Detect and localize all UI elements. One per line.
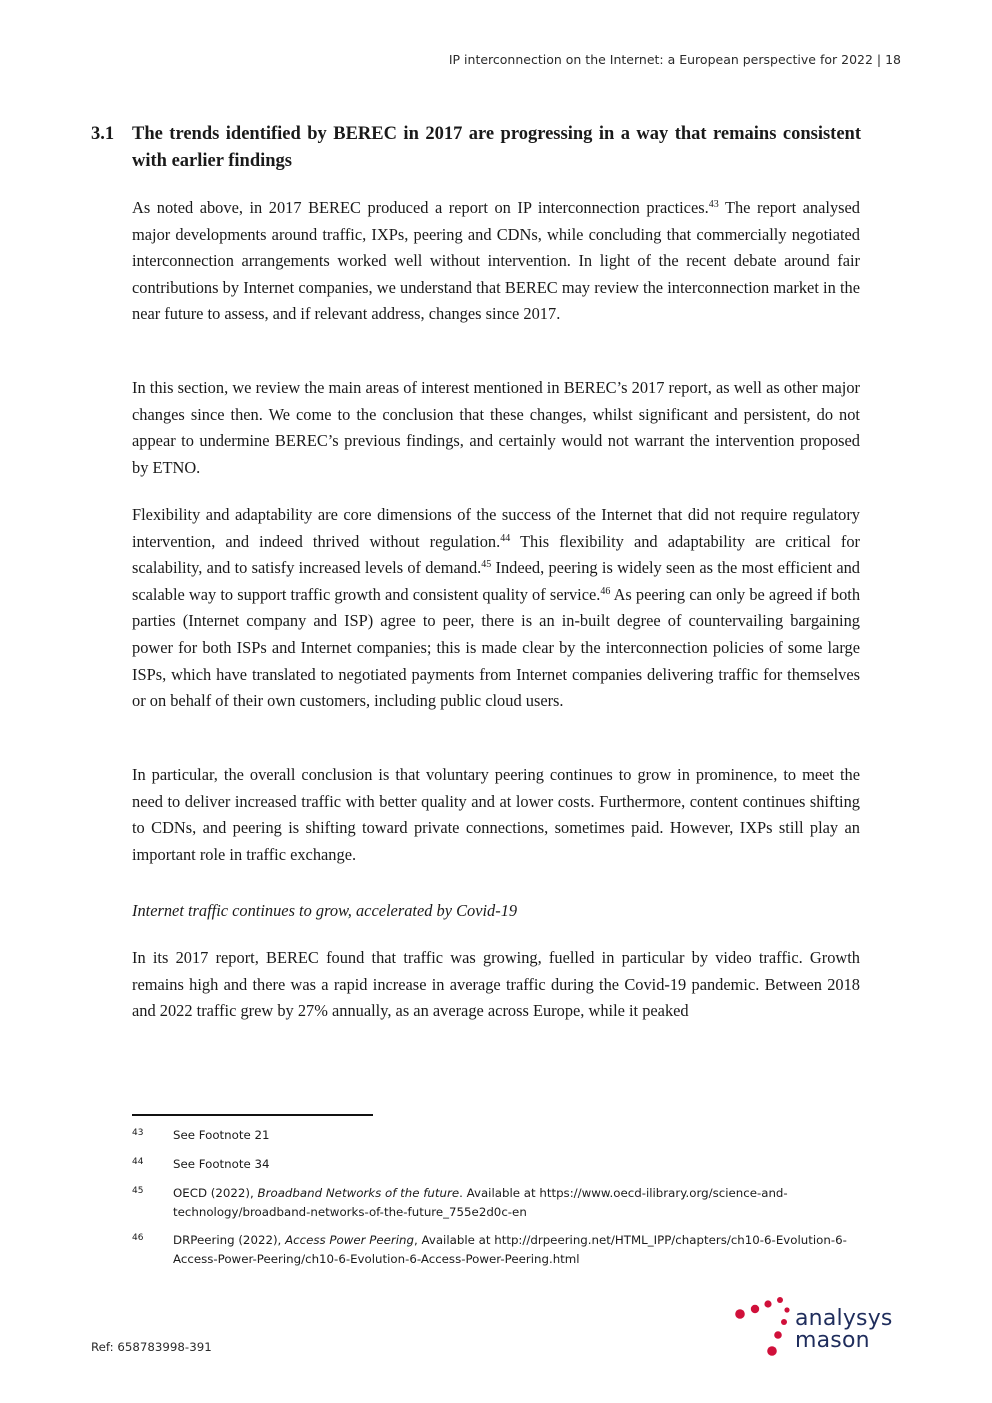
paragraph-4: [132, 762, 860, 868]
footnote-separator: [132, 1114, 373, 1116]
footnote-text: [173, 1231, 852, 1269]
footnote-number: 44: [132, 1157, 144, 1167]
running-header: IP interconnection on the Internet: a European perspective for 2022 | 18: [448, 52, 901, 67]
paragraph-2: [132, 375, 860, 481]
subheading: Internet traffic continues to grow, accelerated by Covid-19: [132, 901, 518, 920]
footnote-text: [173, 1126, 852, 1145]
document-reference: Ref: 658783998-391: [91, 1340, 212, 1354]
footnote-45: [132, 1184, 852, 1222]
footnote-number: 43: [132, 1128, 144, 1138]
analysys-mason-logo: [732, 1296, 917, 1360]
paragraph-3-text-a: Flexibility and adaptability are core dimensions of the success of the Internet that did not require regulatory intervention, and indeed thrived without regulation.: [132, 505, 860, 551]
footnote-ref-45[interactable]: 45: [481, 559, 492, 571]
footnote-title: Broadband Networks of the future: [257, 1186, 460, 1200]
paragraph-4-text: In particular, the overall conclusion is that voluntary peering continues to grow in prominence, to meet the need to deliver increased traffic with better quality and at lower costs. Furthermore, content continues shifting to CDNs, and peering is shifting toward private connections, sometimes paid. However, IXPs still play an important role in traffic exchange.: [132, 765, 860, 864]
section-title: The trends identified by BEREC in 2017 are progressing in a way that remains consistent with earlier findings: [132, 124, 861, 171]
paragraph-1-text-a: As noted above, in 2017 BEREC produced a report on IP interconnection practices.: [132, 198, 709, 217]
footnote-text-pre: See Footnote 34: [173, 1157, 270, 1171]
footnote-link-text[interactable]: . Available at https://www.oecd-ilibrary.org/science-and-technology/broadband-networks-of-the-future_755e2d0c-en: [173, 1186, 788, 1219]
paragraph-3-text-d: As peering can only be agreed if both parties (Internet company and ISP) agree to peer, there is an in-built degree of countervailing bargaining power for both ISPs and Internet companies; this is made clear by the interconnection policies of some large ISPs, which have translated to negotiated payments from Internet companies delivering traffic for themselves or on behalf of their own customers, including public cloud users.: [132, 584, 861, 711]
paragraph-1-text-b: The report analysed major developments around traffic, IXPs, peering and CDNs, while concluding that commercially negotiated interconnection arrangements worked well without intervention. In light of the recent debate around fair contributions by Internet companies, we understand that BEREC may review the interconnection market in the near future to assess, and if relevant address, changes since 2017.: [132, 198, 860, 324]
footnote-text: [173, 1184, 852, 1222]
paragraph-3-text-b: This flexibility and adaptability are critical for scalability, and to satisfy increased levels of demand.: [132, 531, 860, 578]
footnote-text-pre: OECD (2022),: [173, 1186, 258, 1200]
footnote-46: [132, 1231, 852, 1269]
paragraph-3: [132, 502, 860, 715]
logo-text-analysys: analysys: [795, 1306, 893, 1331]
paragraph-5-text: In its 2017 report, BEREC found that traffic was growing, fuelled in particular by video traffic. Growth remains high and there was a rapid increase in average traffic during the Covid-19 pandemic. Between 2018 and 2022 traffic grew by 27% annually, as an average across Europe, while it peaked: [132, 948, 860, 1021]
footnote-ref-44[interactable]: 44: [500, 532, 511, 544]
footnote-title: Access Power Peering: [285, 1233, 414, 1247]
footnote-ref-43[interactable]: 43: [708, 199, 719, 210]
logo-dots-icon: [732, 1296, 792, 1360]
footnote-number: 45: [132, 1186, 144, 1196]
footnote-text-pre: See Footnote 21: [173, 1128, 270, 1142]
footnote-44: [132, 1155, 852, 1174]
logo-text-mason: mason: [795, 1328, 870, 1353]
footnote-43: [132, 1126, 852, 1145]
section-number: 3.1: [91, 124, 115, 144]
paragraph-2-text: In this section, we review the main areas of interest mentioned in BEREC’s 2017 report, as well as other major changes since then. We come to the conclusion that these changes, whilst significant and persistent, do not appear to undermine BEREC’s previous findings, and certainly would not warrant the intervention proposed by ETNO.: [132, 378, 860, 477]
paragraph-1: [132, 195, 860, 328]
footnote-link-text[interactable]: , Available at http://drpeering.net/HTML_IPP/chapters/ch10-6-Evolution-6-Access-Power-Peering/ch10-6-Evolution-6-Access-Power-Peering.html: [173, 1233, 847, 1266]
paragraph-5: [132, 945, 860, 1025]
footnote-ref-46[interactable]: 46: [600, 585, 611, 597]
paragraph-3-text-c: Indeed, peering is widely seen as the most efficient and scalable way to support traffic growth and consistent quality of service.: [132, 558, 860, 604]
footnote-text: [173, 1155, 852, 1174]
footnote-text-pre: DRPeering (2022),: [173, 1233, 286, 1247]
section-heading: [91, 121, 861, 175]
footnote-number: 46: [132, 1233, 144, 1243]
